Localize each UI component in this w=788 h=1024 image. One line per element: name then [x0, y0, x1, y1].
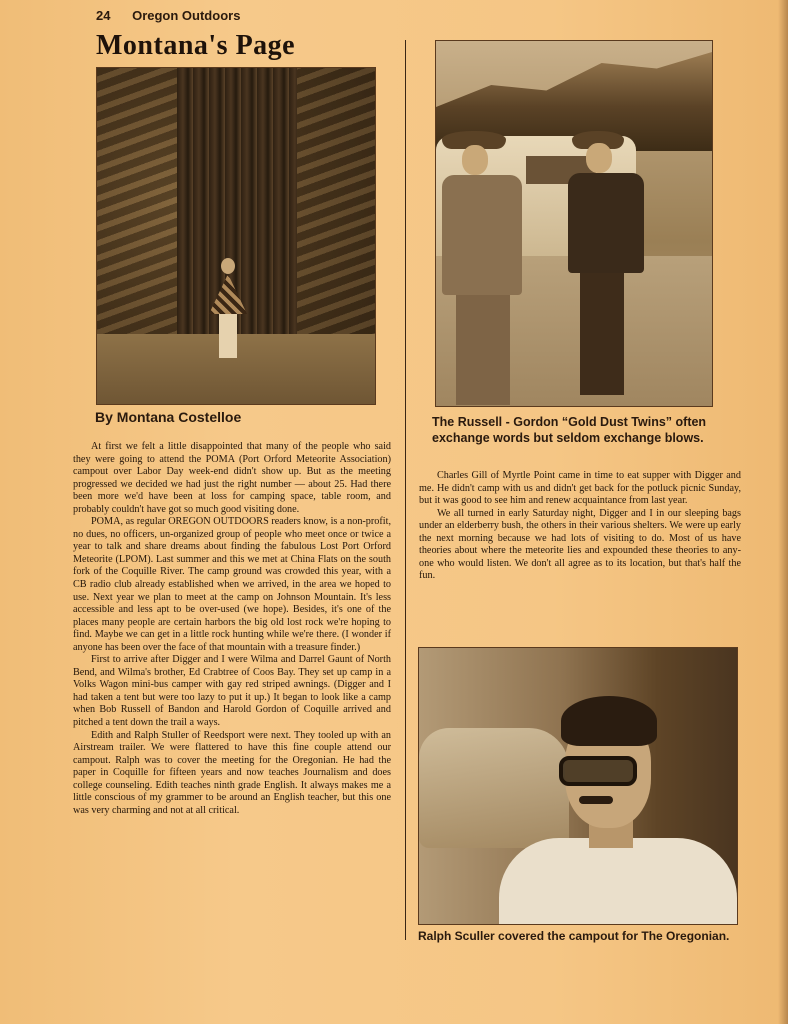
page-title: Montana's Page — [96, 30, 296, 61]
page-number: 24 — [96, 8, 111, 23]
photo-ralph-sculler — [418, 647, 738, 925]
page-edge — [778, 0, 788, 1024]
page-header — [96, 8, 240, 23]
article-column-left — [73, 441, 391, 817]
photo-tree-with-person — [96, 67, 376, 405]
byline: By Montana Costelloe — [95, 409, 242, 425]
paragraph: At first we felt a little disappointed that many of the people who said they were going to attend the POMA (Port Orford Meteorite Association) campout over Labor Day week-end didn't show up. But as the meeting progressed we decided we had just the right number — about 25. Had there been more we'd have been at loss for camping space, table room, and probably couldn't have got so much good visiting done. — [73, 441, 391, 515]
man-left — [438, 131, 548, 406]
publication-name: Oregon Outdoors — [132, 8, 241, 23]
paragraph: Edith and Ralph Stuller of Reedsport were next. They tooled up with an Airstream trailer. We were flattered to have this fine couple attend our campout. Ralph was to cover the meeting for the Oregonian. He had the paper in Coquille for fifteen years and now teaches Journalism and does college counseling. Edith teaches ninth grade English. It always makes me a little conscious of my grammer to be around an English teacher, but this one was very charming and not at all critical. — [73, 729, 391, 816]
person-in-poncho — [209, 258, 247, 358]
paragraph: POMA, as regular OREGON OUTDOORS readers know, is a non-profit, no dues, no officers, un-organized group of people who meet once or twice a year to talk and share dreams about finding the fabulous Lost Port Orford Meteorite (LPOM). Last summer and this we met at China Flats on the south fork of the Coquille River. The camp ground was crowded this year, with a CB radio club already established when we arrived, in the area we hoped to use. Next year we plan to meet at the camp on Johnson Mountain. It's less accessible and less apt to be over-used (we hope). Besides, it's one of the places many people are certain harbors the big old lost rock we're hoping to find. Maybe we can get in a little rock hunting while we're there. (I wonder if anyone has been over the face of that mountain with a treasure finder.) — [73, 516, 391, 653]
paragraph: We all turned in early Saturday night, Digger and I in our sleeping bags under an elderberry bush, the others in their various shelters. We were up early the next morning because we had lots of visiting to do. Most of us have theories about where the meteorite lies and expounded these theories to any-one who would listen. We don't all agree as to its location, but that's half the fun. — [419, 507, 741, 582]
paragraph: Charles Gill of Myrtle Point came in time to eat supper with Digger and me. He didn't camp with us and didn't get back for the potluck picnic Sunday, but it was good to see him and renew acquaintance from last year. — [419, 470, 741, 507]
man-with-sunglasses — [499, 688, 737, 924]
photo-caption-sculler: Ralph Sculler covered the campout for The Oregonian. — [418, 929, 730, 943]
photo-gold-dust-twins — [435, 40, 713, 407]
man-right — [556, 131, 656, 406]
column-divider — [405, 40, 406, 940]
article-column-right — [419, 470, 741, 583]
paragraph: First to arrive after Digger and I were Wilma and Darrel Gaunt of North Bend, and Wilma's brother, Ed Crabtree of Coos Bay. They set up camp in a Volks Wagon mini-bus camper with gay red striped awnings. (Digger and I had taken a tent but were too lazy to put it up.) It began to look like a camp when Bob Russell of Bandon and Harold Gordon of Coquille arrived and pitched a tent down the trail a ways. — [73, 654, 391, 729]
photo-caption-twins: The Russell - Gordon “Gold Dust Twins” often exchange words but seldom exchange blows. — [432, 415, 707, 445]
